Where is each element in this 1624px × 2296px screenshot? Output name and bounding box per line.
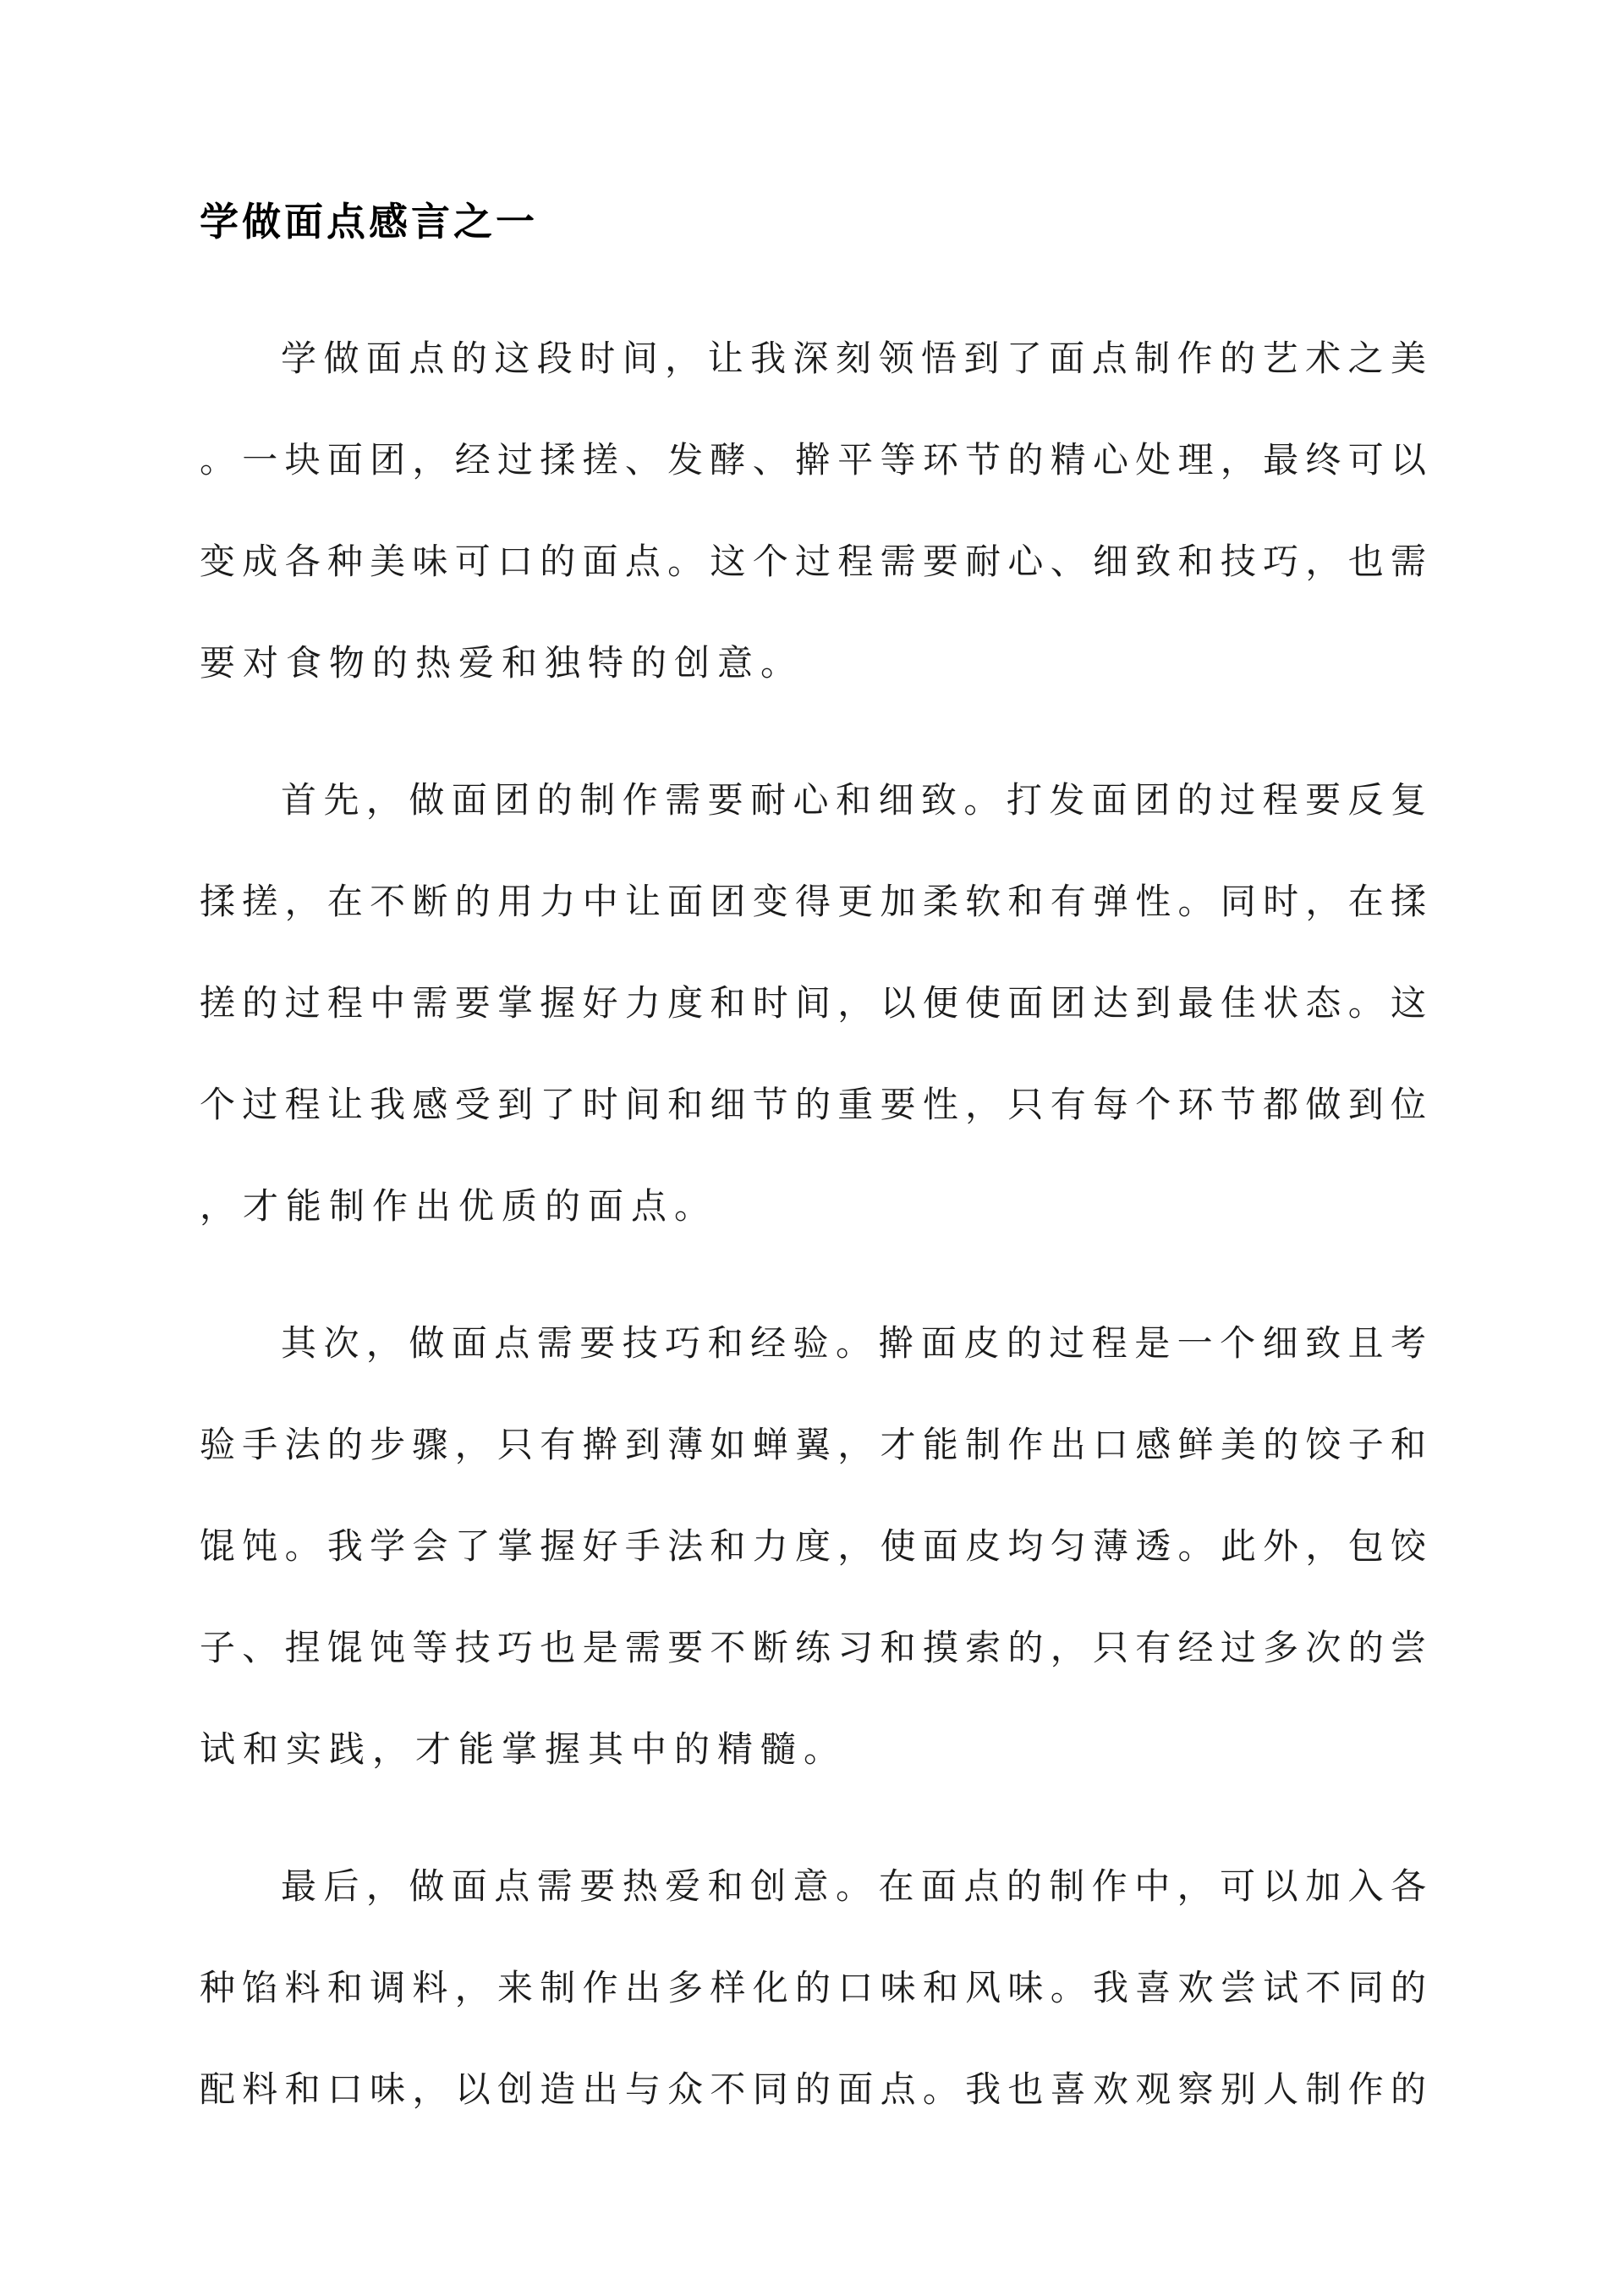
paragraph-1-line-4: 要对食物的热爱和独特的创意。	[200, 642, 804, 684]
paragraph-2-line-2: 揉搓，在不断的用力中让面团变得更加柔软和有弹性。同时，在揉	[200, 881, 1426, 922]
document-title: 学做面点感言之一	[200, 199, 538, 244]
paragraph-2-line-5: ，才能制作出优质的面点。	[200, 1185, 718, 1227]
paragraph-4-line-2: 种馅料和调料，来制作出多样化的口味和风味。我喜欢尝试不同的	[200, 1967, 1426, 2008]
paragraph-4-line-1: 最后，做面点需要热爱和创意。在面点的制作中，可以加入各	[281, 1865, 1426, 1907]
paragraph-3-line-2: 验手法的步骤，只有擀到薄如蝉翼，才能制作出口感鲜美的饺子和	[200, 1424, 1426, 1465]
paragraph-2-line-1: 首先，做面团的制作需要耐心和细致。打发面团的过程要反复	[281, 779, 1426, 821]
paragraph-1-line-3: 变成各种美味可口的面点。这个过程需要耐心、细致和技巧，也需	[200, 541, 1426, 582]
paragraph-3-line-5: 试和实践，才能掌握其中的精髓。	[200, 1728, 848, 1770]
paragraph-3-line-4: 子、捏馄饨等技巧也是需要不断练习和摸索的，只有经过多次的尝	[200, 1627, 1426, 1668]
paragraph-3-line-1: 其次，做面点需要技巧和经验。擀面皮的过程是一个细致且考	[281, 1322, 1426, 1364]
paragraph-4-line-3: 配料和口味，以创造出与众不同的面点。我也喜欢观察别人制作的	[200, 2068, 1426, 2110]
paragraph-1-line-1: 学做面点的这段时间，让我深刻领悟到了面点制作的艺术之美	[281, 338, 1426, 379]
paragraph-3-line-3: 馄饨。我学会了掌握好手法和力度，使面皮均匀薄透。此外，包饺	[200, 1525, 1426, 1567]
paragraph-2-line-4: 个过程让我感受到了时间和细节的重要性，只有每个环节都做到位	[200, 1084, 1426, 1125]
paragraph-1-line-2: 。一块面团，经过揉搓、发酵、擀平等环节的精心处理，最终可以	[200, 439, 1426, 481]
paragraph-2-line-3: 搓的过程中需要掌握好力度和时间，以便使面团达到最佳状态。这	[200, 982, 1426, 1024]
